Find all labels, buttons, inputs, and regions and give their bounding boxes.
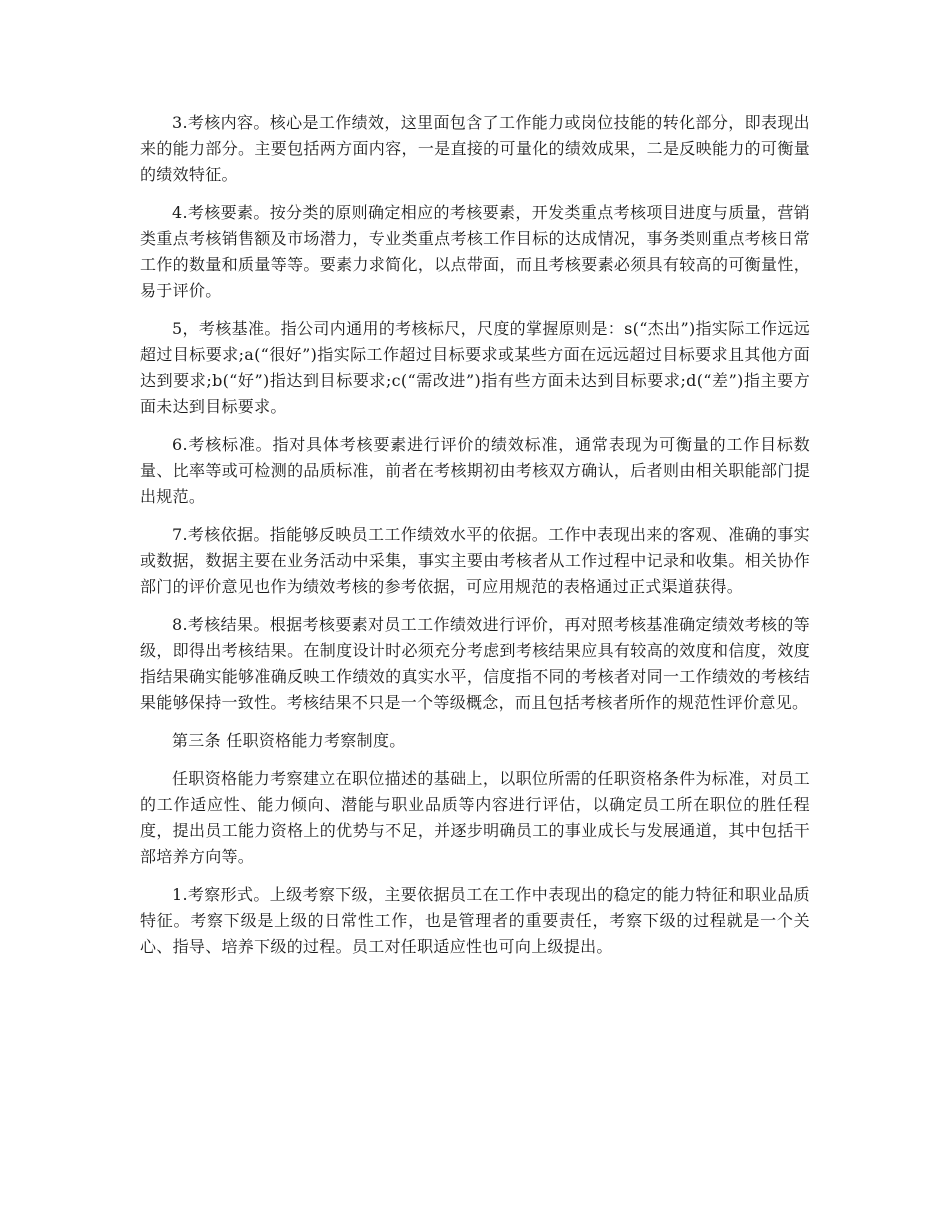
paragraph-qualification-overview: 任职资格能力考察建立在职位描述的基础上，以职位所需的任职资格条件为标准，对员工的工作适应性、能力倾向、潜能与职业品质等内容进行评估，以确定员工所在职位的胜任程度，提出员工能力资格上的优势与不足，并逐步明确员工的事业成长与发展通道，其中包括干部培养方向等。	[140, 769, 810, 866]
paragraph-assessment-elements: 4.考核要素。按分类的原则确定相应的考核要素，开发类重点考核项目进度与质量，营销类重点考核销售额及市场潜力，专业类重点考核工作目标的达成情况，事务类则重点考核日常工作的数量和质量等等。要素力求简化，以点带面，而且考核要素必须具有较高的可衡量性，易于评价。	[140, 203, 810, 300]
section-heading-article-three: 第三条 任职资格能力考察制度。	[172, 731, 406, 750]
document-body	[140, 110, 810, 972]
paragraph-assessment-results: 8.考核结果。根据考核要素对员工工作绩效进行评价，再对照考核基准确定绩效考核的等级，即得出考核结果。在制度设计时必须充分考虑到考核结果应具有较高的效度和信度，效度指结果确实能够准确反映工作绩效的真实水平，信度指不同的考核者对同一工作绩效的考核结果能够保持一致性。考核结果不只是一个等级概念，而且包括考核者所作的规范性评价意见。	[140, 615, 810, 712]
paragraph-assessment-baseline: 5，考核基准。指公司内通用的考核标尺，尺度的掌握原则是：s(“杰出”)指实际工作远远超过目标要求;a(“很好”)指实际工作超过目标要求或某些方面在远远超过目标要求且其他方面达到要求;b(“好”)指达到目标要求;c(“需改进”)指有些方面未达到目标要求;d(“差”)指主要方面未达到目标要求。	[140, 319, 810, 416]
paragraph-assessment-content: 3.考核内容。核心是工作绩效，这里面包含了工作能力或岗位技能的转化部分，即表现出来的能力部分。主要包括两方面内容，一是直接的可量化的绩效成果，二是反映能力的可衡量的绩效特征。	[140, 113, 810, 184]
paragraph-evaluation-form: 1.考察形式。上级考察下级，主要依据员工在工作中表现出的稳定的能力特征和职业品质特征。考察下级是上级的日常性工作，也是管理者的重要责任，考察下级的过程就是一个关心、指导、培养下级的过程。员工对任职适应性也可向上级提出。	[140, 885, 810, 956]
paragraph-assessment-basis: 7.考核依据。指能够反映员工工作绩效水平的依据。工作中表现出来的客观、准确的事实或数据，数据主要在业务活动中采集，事实主要由考核者从工作过程中记录和收集。相关协作部门的评价意见也作为绩效考核的参考依据，可应用规范的表格通过正式渠道获得。	[140, 525, 810, 596]
paragraph-assessment-standards: 6.考核标准。指对具体考核要素进行评价的绩效标准，通常表现为可衡量的工作目标数量、比率等或可检测的品质标准，前者在考核期初由考核双方确认，后者则由相关职能部门提出规范。	[140, 435, 810, 506]
